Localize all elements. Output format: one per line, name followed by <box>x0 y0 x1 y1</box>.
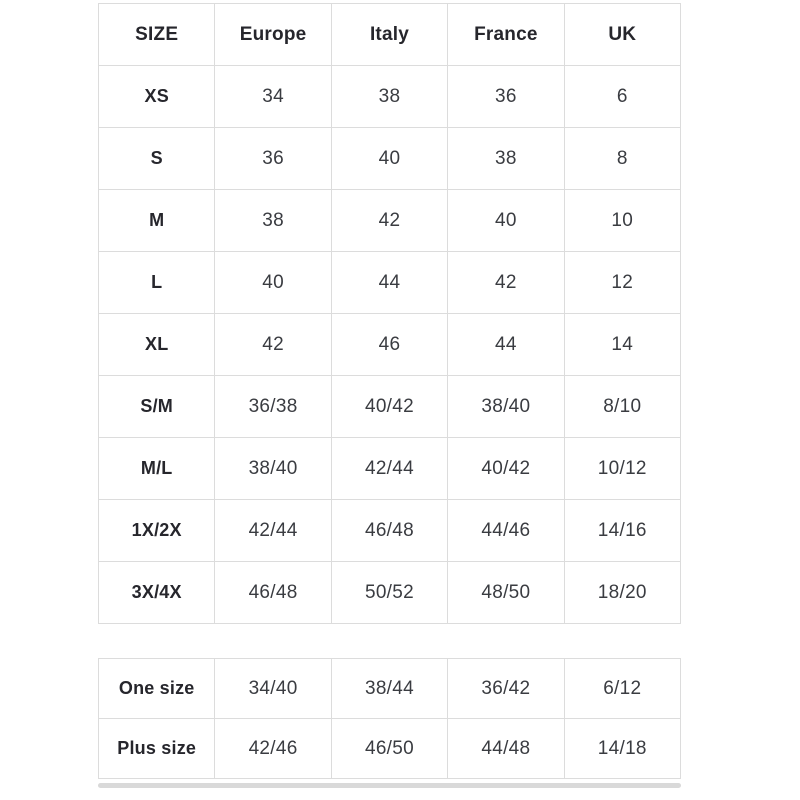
value-cell: 42 <box>215 314 331 376</box>
header-row <box>99 4 681 66</box>
table-row <box>99 500 681 562</box>
table-header-row <box>99 4 681 66</box>
value-cell: 38/40 <box>448 376 564 438</box>
value-cell: 44/48 <box>448 719 564 779</box>
value-cell: 46/50 <box>331 719 447 779</box>
column-header-italy: Italy <box>331 4 447 66</box>
value-cell: 38 <box>215 190 331 252</box>
value-cell: 44 <box>448 314 564 376</box>
special-sizes-table-body <box>99 659 681 779</box>
size-label-cell: S/M <box>99 376 215 438</box>
size-label-cell: Plus size <box>99 719 215 779</box>
value-cell: 8/10 <box>564 376 680 438</box>
value-cell: 38 <box>331 66 447 128</box>
table-row <box>99 252 681 314</box>
value-cell: 36 <box>448 66 564 128</box>
value-cell: 42/44 <box>215 500 331 562</box>
size-label-cell: S <box>99 128 215 190</box>
value-cell: 6/12 <box>564 659 680 719</box>
value-cell: 40/42 <box>331 376 447 438</box>
table-row <box>99 562 681 624</box>
value-cell: 42 <box>331 190 447 252</box>
size-chart-page <box>98 3 681 788</box>
value-cell: 14 <box>564 314 680 376</box>
value-cell: 40 <box>331 128 447 190</box>
value-cell: 14/16 <box>564 500 680 562</box>
value-cell: 42/46 <box>215 719 331 779</box>
size-label-cell: One size <box>99 659 215 719</box>
table-row <box>99 66 681 128</box>
horizontal-scrollbar[interactable] <box>98 783 681 788</box>
value-cell: 14/18 <box>564 719 680 779</box>
size-conversion-table <box>98 3 681 624</box>
size-label-cell: XS <box>99 66 215 128</box>
size-label-cell: XL <box>99 314 215 376</box>
table-row <box>99 128 681 190</box>
value-cell: 38/40 <box>215 438 331 500</box>
value-cell: 44/46 <box>448 500 564 562</box>
table-row <box>99 376 681 438</box>
column-header-uk: UK <box>564 4 680 66</box>
value-cell: 40/42 <box>448 438 564 500</box>
value-cell: 48/50 <box>448 562 564 624</box>
value-cell: 50/52 <box>331 562 447 624</box>
value-cell: 10/12 <box>564 438 680 500</box>
table-row <box>99 314 681 376</box>
size-label-cell: M <box>99 190 215 252</box>
value-cell: 42/44 <box>331 438 447 500</box>
table-row <box>99 438 681 500</box>
value-cell: 46/48 <box>215 562 331 624</box>
table-row <box>99 719 681 779</box>
column-header-france: France <box>448 4 564 66</box>
size-label-cell: 3X/4X <box>99 562 215 624</box>
value-cell: 40 <box>215 252 331 314</box>
table-row <box>99 659 681 719</box>
value-cell: 18/20 <box>564 562 680 624</box>
value-cell: 38/44 <box>331 659 447 719</box>
value-cell: 34 <box>215 66 331 128</box>
value-cell: 36/42 <box>448 659 564 719</box>
column-header-size: SIZE <box>99 4 215 66</box>
value-cell: 46/48 <box>331 500 447 562</box>
size-table-body <box>99 66 681 624</box>
value-cell: 8 <box>564 128 680 190</box>
special-sizes-table <box>98 658 681 779</box>
value-cell: 44 <box>331 252 447 314</box>
value-cell: 6 <box>564 66 680 128</box>
value-cell: 12 <box>564 252 680 314</box>
size-label-cell: 1X/2X <box>99 500 215 562</box>
value-cell: 40 <box>448 190 564 252</box>
value-cell: 10 <box>564 190 680 252</box>
column-header-europe: Europe <box>215 4 331 66</box>
value-cell: 34/40 <box>215 659 331 719</box>
size-label-cell: M/L <box>99 438 215 500</box>
table-row <box>99 190 681 252</box>
value-cell: 36/38 <box>215 376 331 438</box>
value-cell: 42 <box>448 252 564 314</box>
value-cell: 36 <box>215 128 331 190</box>
value-cell: 46 <box>331 314 447 376</box>
value-cell: 38 <box>448 128 564 190</box>
size-label-cell: L <box>99 252 215 314</box>
